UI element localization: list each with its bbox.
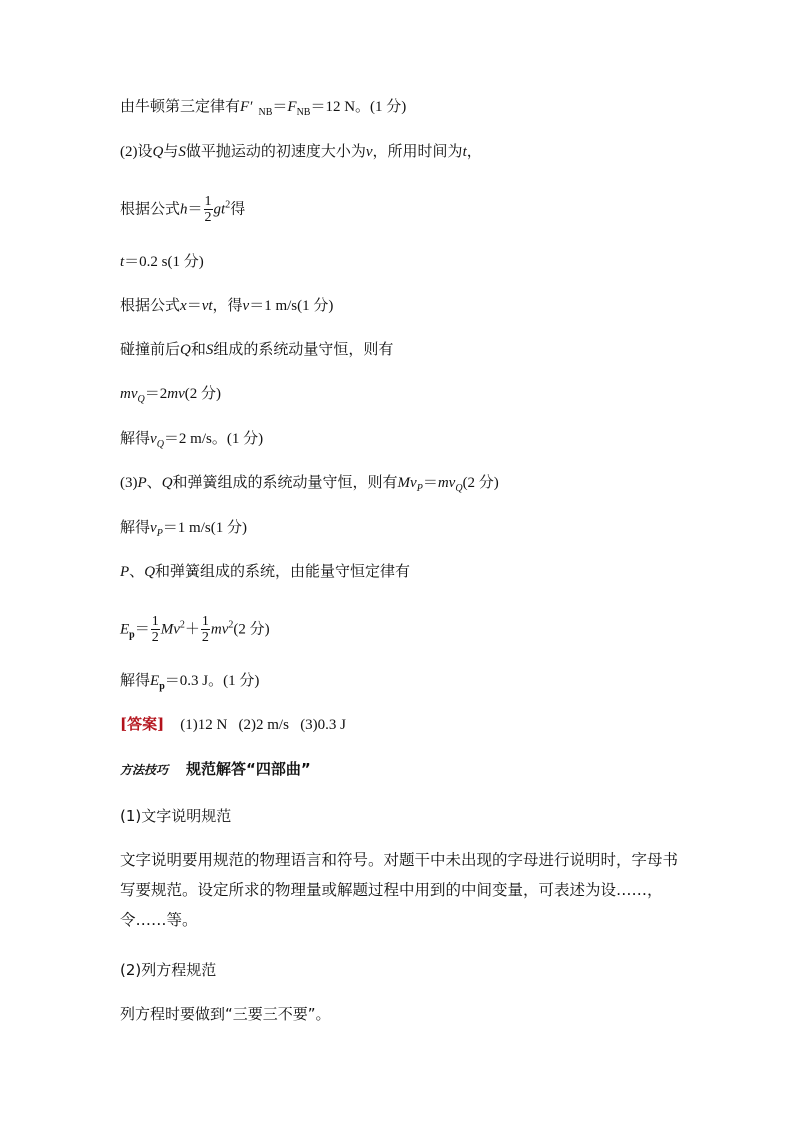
var-E: E [120, 621, 130, 638]
answer-text: (1)12 N (2)2 m/s (3)0.3 J [180, 717, 347, 733]
numerator: 1 [151, 614, 159, 629]
text: 、 [146, 473, 162, 491]
line-momentum-QS [120, 339, 393, 360]
text: ＝2 [144, 386, 168, 402]
text: (2)设 [120, 144, 153, 160]
var-Q: Q [152, 144, 164, 160]
superscript: 2 [228, 619, 234, 631]
subscript: Q [455, 483, 463, 494]
var-Q: Q [144, 564, 156, 580]
text: ＝ [134, 621, 150, 638]
var-t: t [120, 254, 125, 270]
var-E: E [150, 673, 160, 689]
text: ＝0.2 s(1 分) [124, 254, 204, 270]
text: ＝0.3 J。(1 分) [164, 673, 260, 689]
subscript: NB [296, 107, 311, 118]
superscript: 2 [225, 199, 231, 211]
text: ＝1 m/s(1 分) [249, 298, 334, 314]
subscript: p [129, 629, 135, 641]
text: ＝1 m/s(1 分) [162, 520, 247, 536]
line-vP-result [120, 517, 247, 544]
var-S: S [205, 342, 214, 358]
subscript: P [416, 483, 423, 494]
var-gt: gt [213, 201, 226, 218]
subscript: p [159, 681, 165, 692]
section2-heading: (2)列方程规范 [120, 961, 217, 979]
var-S: S [178, 144, 186, 160]
line-part3-momentum [120, 472, 499, 499]
text: (3) [120, 475, 138, 491]
text: ＝2 m/s。(1 分) [163, 431, 264, 447]
var-P: P [120, 564, 130, 580]
answer-line [120, 714, 346, 735]
line-formula-h [120, 194, 245, 225]
text: 和弹簧组成的系统，由能量守恒定律有 [155, 562, 411, 580]
text: 和 [190, 340, 206, 358]
var-x: x [180, 298, 187, 314]
subscript: Q [156, 439, 164, 450]
section1-heading: (1)文字说明规范 [120, 807, 232, 825]
line-Ep-result [120, 670, 259, 697]
text: 、 [129, 562, 145, 580]
line-part2-setup [120, 141, 482, 162]
line-energy-equation [120, 614, 270, 646]
var-P: P [137, 475, 147, 491]
line-energy-conservation [120, 561, 410, 582]
text: ＋ [184, 621, 200, 638]
text: ， [466, 142, 482, 160]
tip-tag: 方法技巧 [120, 763, 169, 777]
var-F-prime: F′ [240, 99, 253, 115]
text: 得 [230, 199, 246, 218]
subscript: P [156, 528, 163, 539]
var-t: t [462, 144, 467, 160]
var-mv: mv [120, 386, 138, 402]
line-formula-x [120, 295, 333, 316]
var-vt: vt [201, 298, 213, 314]
var-Q: Q [180, 342, 191, 358]
text: 解得 [120, 671, 151, 689]
text: 解得 [120, 429, 151, 447]
line-momentum-equation [120, 383, 221, 410]
text: (2 分) [184, 386, 221, 402]
section2-body: 列方程时要做到“三要三不要”。 [120, 1005, 331, 1023]
var-mv: mv [437, 475, 456, 491]
var-mv: mv [210, 621, 229, 638]
tip-title: 规范解答“四部曲” [186, 760, 311, 778]
text: ＝12 N。(1 分) [310, 99, 407, 115]
text: (2 分) [233, 621, 270, 638]
section1-body: 文字说明要用规范的物理语言和符号。对题干中未出现的字母进行说明时，字母书写要规范。设定所求的物理量或解题过程中用到的中间变量，可表述为设……，令……等。 [120, 851, 679, 929]
text: ＝ [187, 201, 203, 218]
text: ＝ [422, 475, 438, 491]
line-t-result [120, 251, 204, 272]
var-v: v [365, 144, 373, 160]
denominator: 2 [201, 630, 209, 645]
var-v: v [150, 520, 157, 536]
var-v: v [242, 298, 250, 314]
text: 做平抛运动的初速度大小为 [185, 142, 366, 160]
var-mv: mv [167, 386, 185, 402]
text: 由牛顿第三定律有 [120, 97, 241, 115]
text: 组成的系统动量守恒，则有 [213, 340, 394, 358]
line-newton-third-law [120, 96, 406, 123]
text: 根据公式 [120, 296, 181, 314]
text: 与 [163, 142, 179, 160]
var-Mv: Mv [397, 475, 417, 491]
text: ，所用时间为 [372, 142, 463, 160]
fraction [201, 614, 210, 645]
text: 解得 [120, 518, 151, 536]
text: ，得 [212, 296, 243, 314]
var-v: v [150, 431, 157, 447]
text: 碰撞前后 [120, 340, 181, 358]
tip-header [120, 759, 311, 780]
answer-tag: [答案] [120, 715, 165, 733]
text: ＝ [272, 99, 288, 115]
text: 根据公式 [120, 199, 181, 218]
superscript: 2 [179, 619, 185, 631]
var-F: F [287, 99, 297, 115]
var-h: h [180, 201, 188, 218]
numerator: 1 [204, 194, 212, 209]
fraction [151, 614, 160, 645]
denominator: 2 [151, 630, 159, 645]
text: (2 分) [462, 475, 499, 491]
denominator: 2 [204, 210, 212, 225]
var-Mv: Mv [160, 621, 180, 638]
var-Q: Q [161, 475, 173, 491]
line-vQ-result [120, 428, 263, 455]
subscript: NB [258, 107, 273, 118]
fraction [204, 194, 213, 225]
numerator: 1 [201, 614, 209, 629]
text: 和弹簧组成的系统动量守恒，则有 [172, 473, 398, 491]
text: ＝ [186, 298, 202, 314]
subscript: Q [137, 394, 145, 405]
